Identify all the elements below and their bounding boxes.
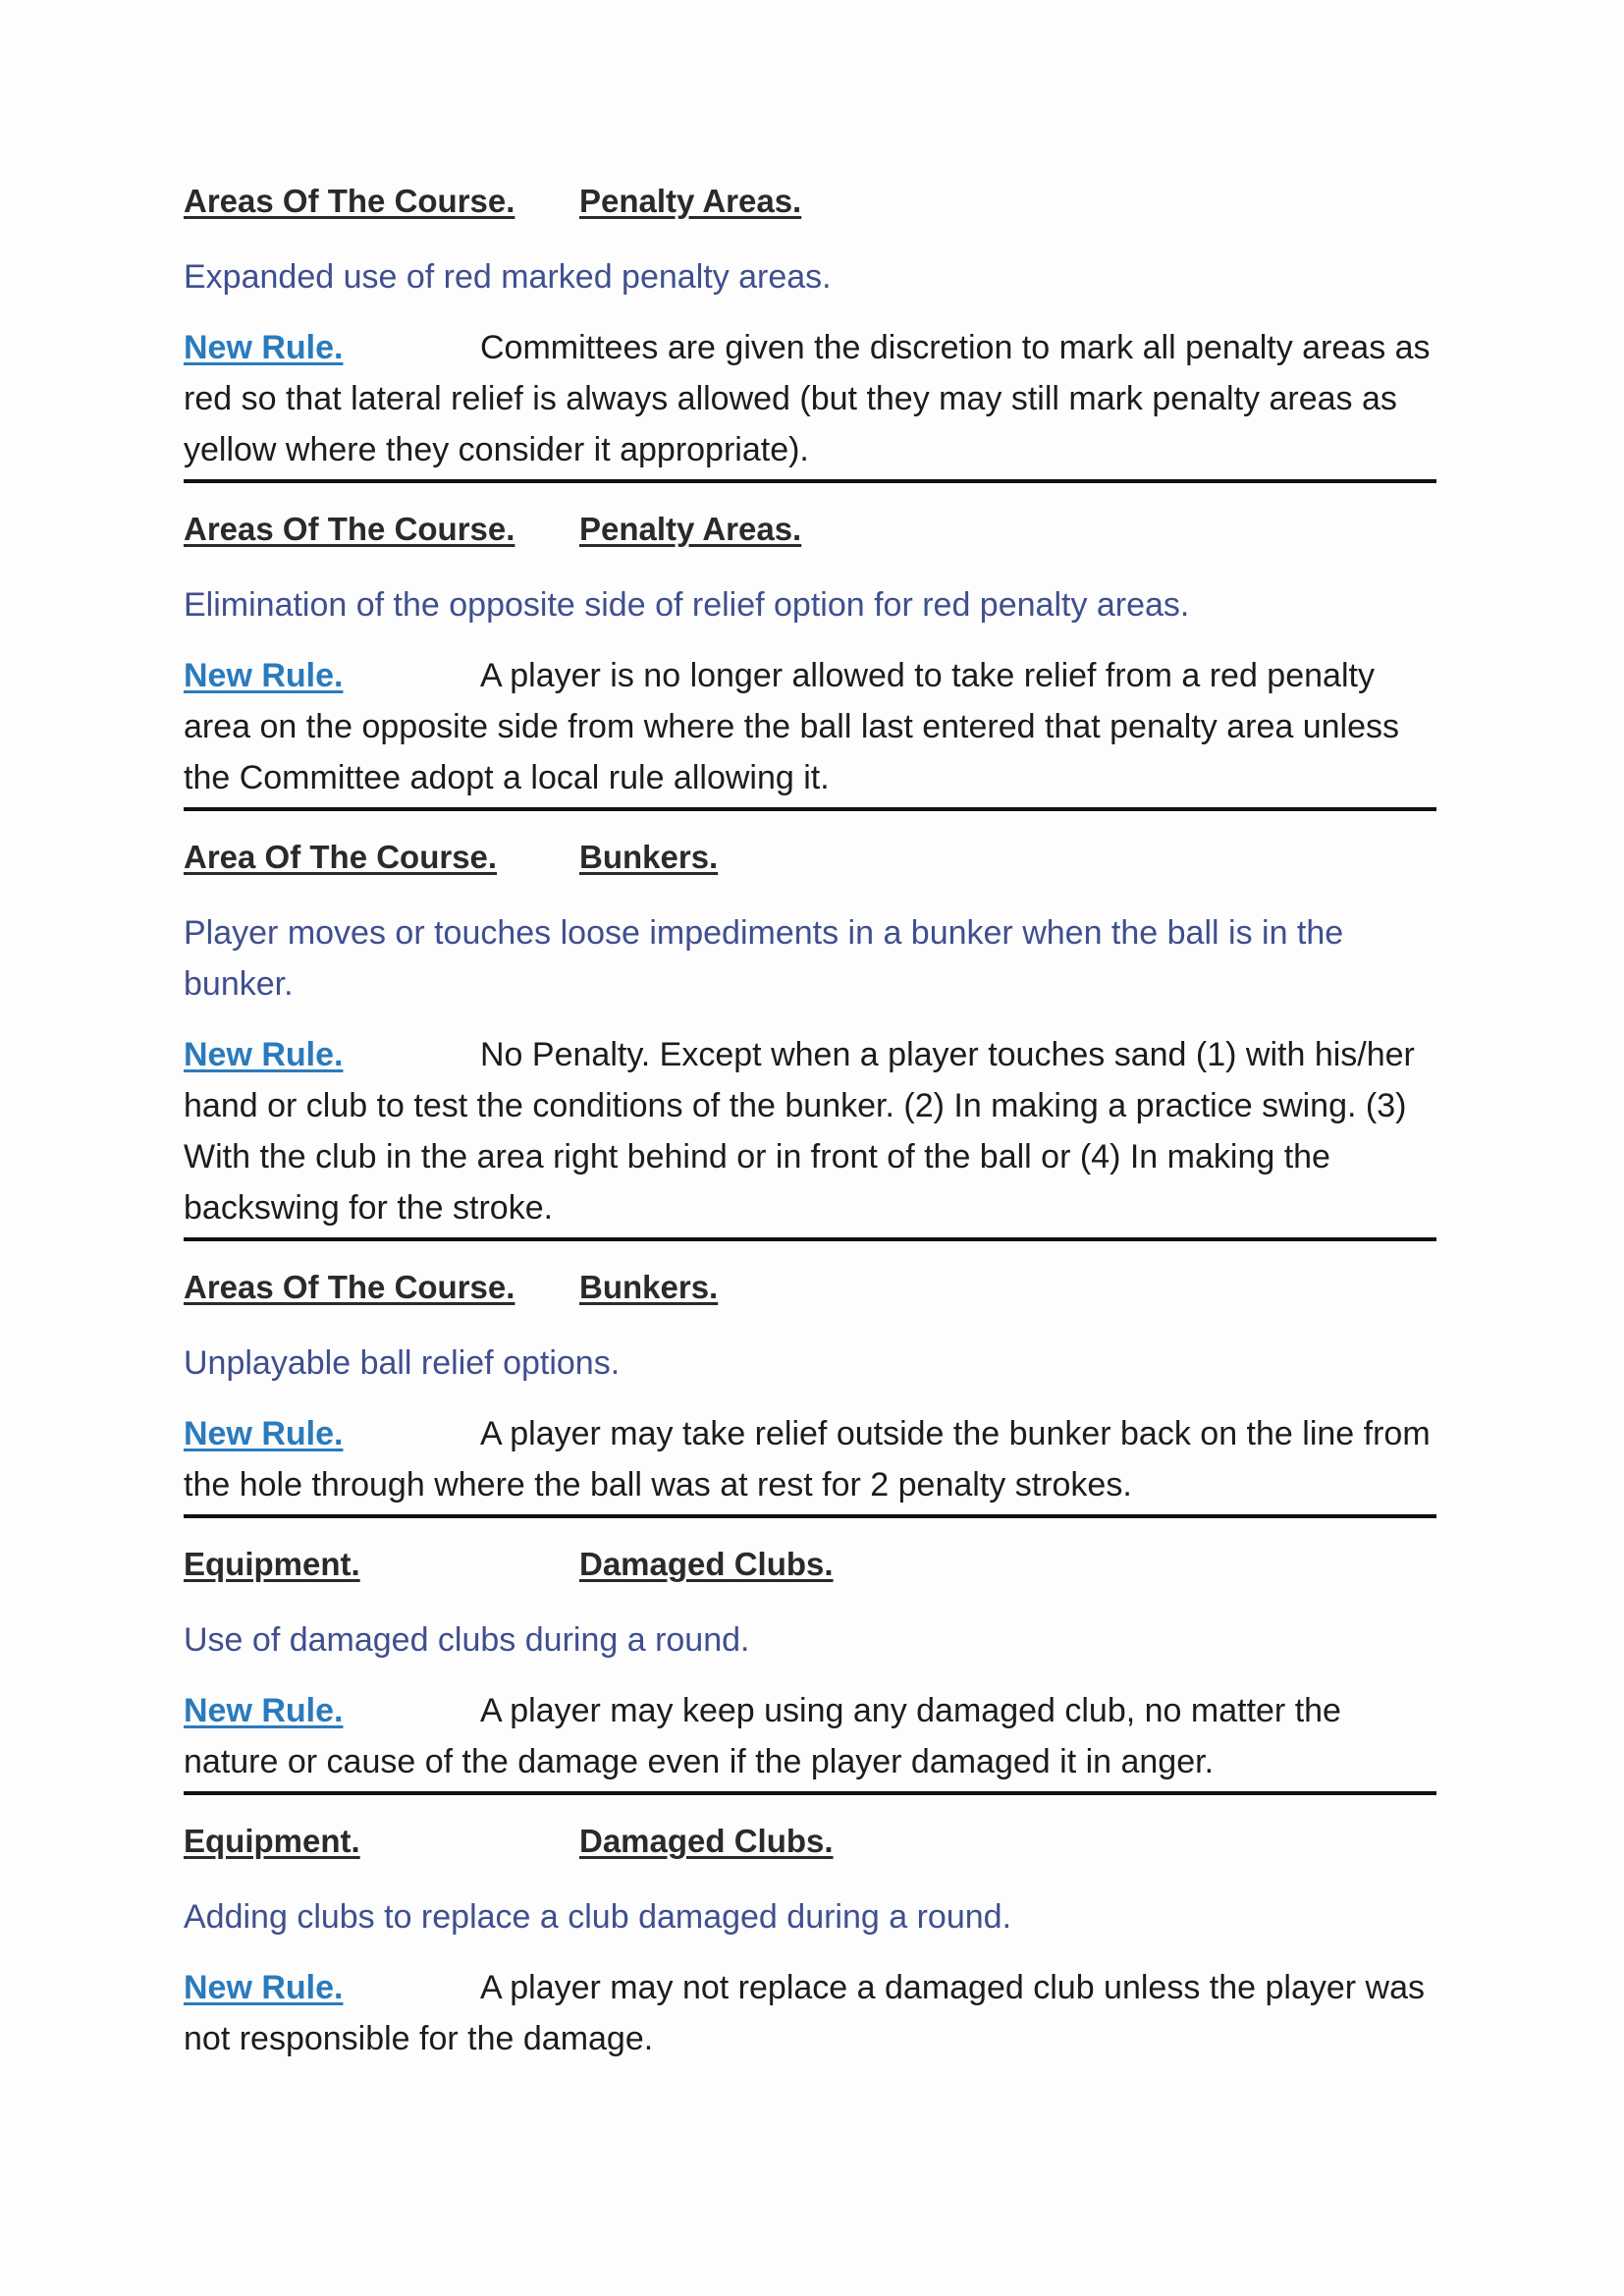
new-rule-label: New Rule. <box>184 1415 344 1452</box>
rule-section <box>184 1269 1436 1518</box>
section-divider <box>184 1237 1436 1241</box>
rule-text: No Penalty. Except when a player touches sand (1) with his/her hand or club to test the conditions of the bunker. (2) In making a practice swing. (3) With the club in the area right behind or in front of the ball or (4) In making the backswing for the stroke. <box>184 1036 1415 1227</box>
rule-topic: Unplayable ball relief options. <box>184 1344 621 1382</box>
new-rule-label: New Rule. <box>184 1692 344 1729</box>
section-divider <box>184 1791 1436 1795</box>
rule-section <box>184 183 1436 483</box>
subcategory-heading: Damaged Clubs. <box>579 1823 834 1859</box>
new-rule-label: New Rule. <box>184 1969 344 2006</box>
rule-section <box>184 1546 1436 1795</box>
section-divider <box>184 479 1436 483</box>
rule-topic: Expanded use of red marked penalty areas. <box>184 258 832 296</box>
rule-description <box>184 1408 1436 1510</box>
rule-topic: Adding clubs to replace a club damaged during a round. <box>184 1898 1012 1936</box>
rule-section <box>184 1823 1436 2064</box>
rules-document <box>184 183 1436 2064</box>
category-heading: Equipment. <box>184 1546 360 1582</box>
subcategory-heading: Penalty Areas. <box>579 511 802 547</box>
rule-text: Committees are given the discretion to mark all penalty areas as red so that lateral relief is always allowed (but they may still mark penalty areas as yellow where they consider it appropriate). <box>184 329 1431 468</box>
rule-text: A player is no longer allowed to take relief from a red penalty area on the opposite side from where the ball last entered that penalty area unless the Committee adopt a local rule allowing it. <box>184 657 1399 796</box>
category-heading: Areas Of The Course. <box>184 1269 515 1305</box>
category-heading: Area Of The Course. <box>184 839 498 875</box>
rule-text: A player may keep using any damaged club, no matter the nature or cause of the damage even if the player damaged it in anger. <box>184 1692 1341 1780</box>
rule-text: A player may not replace a damaged club unless the player was not responsible for the damage. <box>184 1969 1425 2057</box>
rule-description <box>184 1029 1436 1233</box>
subcategory-heading: Penalty Areas. <box>579 183 802 219</box>
rule-text: A player may take relief outside the bunker back on the line from the hole through where the ball was at rest for 2 penalty strokes. <box>184 1415 1431 1503</box>
subcategory-heading: Bunkers. <box>579 839 719 875</box>
section-heading <box>184 839 1436 888</box>
category-heading: Areas Of The Course. <box>184 511 515 547</box>
subcategory-heading: Damaged Clubs. <box>579 1546 834 1582</box>
rule-section <box>184 839 1436 1241</box>
subcategory-heading: Bunkers. <box>579 1269 719 1305</box>
new-rule-label: New Rule. <box>184 657 344 694</box>
section-divider <box>184 807 1436 811</box>
rule-description <box>184 1685 1436 1787</box>
section-heading <box>184 183 1436 232</box>
rule-description <box>184 650 1436 803</box>
category-heading: Areas Of The Course. <box>184 183 515 219</box>
section-heading <box>184 1269 1436 1318</box>
category-heading: Equipment. <box>184 1823 360 1859</box>
section-divider <box>184 1514 1436 1518</box>
section-heading <box>184 1823 1436 1872</box>
new-rule-label: New Rule. <box>184 329 344 366</box>
section-heading <box>184 511 1436 560</box>
rule-topic: Player moves or touches loose impediments in a bunker when the ball is in the bunker. <box>184 914 1344 1003</box>
section-heading <box>184 1546 1436 1595</box>
new-rule-label: New Rule. <box>184 1036 344 1073</box>
rule-topic: Elimination of the opposite side of relief option for red penalty areas. <box>184 586 1190 624</box>
rule-description <box>184 1962 1436 2064</box>
rule-description <box>184 322 1436 475</box>
rule-section <box>184 511 1436 811</box>
rule-topic: Use of damaged clubs during a round. <box>184 1621 750 1659</box>
